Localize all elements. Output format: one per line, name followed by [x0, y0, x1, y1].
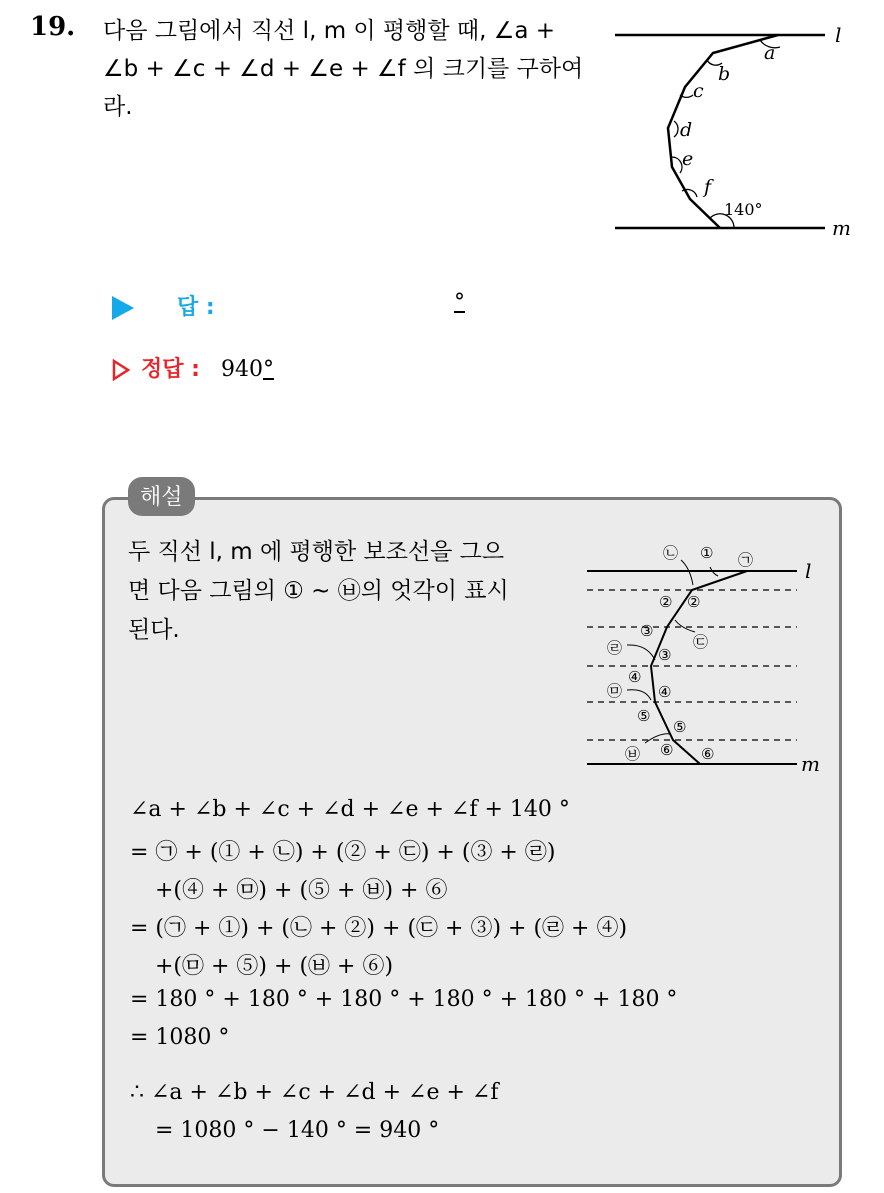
equation-line-3: +(④ + ㉤) + (⑤ + ㉥) + ⑥: [155, 878, 448, 903]
question-number: 19.: [30, 12, 76, 42]
correct-answer-label: 정답 :: [141, 357, 200, 382]
fig2-n5a: ⑤: [637, 707, 651, 725]
equation-line-1: ∠a + ∠b + ∠c + ∠d + ∠e + ∠f + 140 °: [130, 797, 570, 822]
conclusion-line-2: = 1080 ° − 140 ° = 940 °: [155, 1118, 440, 1143]
equation-line-2: = ㉠ + (① + ㉡) + (② + ㉢) + (③ + ㉣): [130, 840, 556, 865]
fig2-n5b: ⑤: [673, 718, 687, 736]
label-140: 140°: [724, 200, 763, 219]
fig2-k5: ㉤: [607, 682, 623, 700]
correct-answer-value: 940: [220, 357, 263, 382]
answer-arrow-icon: [112, 296, 134, 320]
answer-input[interactable]: [282, 290, 452, 318]
equation-line-4: = (㉠ + ①) + (㉡ + ②) + (㉢ + ③) + (㉣ + ④): [130, 916, 628, 941]
solution-line-2: 면 다음 그림의 ① ~ ㉥의 엇각이 표시: [128, 578, 509, 604]
question-line-2: ∠b + ∠c + ∠d + ∠e + ∠f 의 크기를 구하여라.: [103, 56, 584, 120]
solution-explanation: [128, 533, 558, 650]
fig2-k4: ㉣: [607, 639, 623, 657]
answer-label: 답 :: [177, 295, 215, 320]
fig2-n3a: ③: [640, 622, 654, 640]
aux-lines: [587, 590, 797, 740]
fig2-n6a: ⑥: [660, 741, 674, 759]
conclusion-line-1: ∴ ∠a + ∠b + ∠c + ∠d + ∠e + ∠f: [130, 1080, 499, 1105]
correct-answer-unit: °: [262, 357, 274, 382]
arc-d: [674, 121, 678, 137]
equation-line-5: +(㉤ + ⑤) + (㉥ + ⑥): [155, 954, 394, 979]
fig2-n6b: ⑥: [701, 745, 715, 763]
question-figure: [610, 15, 870, 245]
equation-line-6: = 180 ° + 180 ° + 180 ° + 180 ° + 180 ° + 180 °: [130, 987, 678, 1012]
answer-row: [112, 290, 512, 322]
correct-answer-row: [112, 352, 512, 384]
label-d: d: [680, 119, 693, 141]
answer-unit: °: [454, 290, 465, 315]
fig2-k1: ㉠: [738, 551, 754, 569]
fig2-n1: ①: [700, 544, 714, 562]
fig2-k6: ㉥: [625, 745, 641, 763]
equation-line-7: = 1080 °: [130, 1025, 230, 1050]
solution-figure: [585, 540, 830, 780]
fig2-k3: ㉢: [693, 633, 709, 651]
fig2-label-l: l: [805, 559, 812, 583]
label-a: a: [764, 42, 776, 64]
fig2-label-m: m: [801, 752, 820, 776]
fig2-n4b: ④: [658, 683, 672, 701]
label-e: e: [682, 148, 694, 170]
solution-line-1: 두 직선 l, m 에 평행한 보조선을 그으: [128, 539, 505, 565]
solution-line-3: 된다.: [128, 617, 180, 643]
fig2-n4a: ④: [628, 668, 642, 686]
fig2-n2b: ②: [687, 593, 701, 611]
label-b: b: [718, 63, 731, 85]
fig2-n2a: ②: [659, 593, 673, 611]
fig2-k2: ㉡: [663, 544, 679, 562]
label-l: l: [835, 23, 842, 47]
question-text: [103, 12, 593, 126]
solution-tag: 해설: [128, 477, 195, 516]
label-m: m: [832, 216, 851, 240]
fig2-n3b: ③: [658, 646, 672, 664]
label-c: c: [693, 80, 704, 102]
correct-arrow-icon: [112, 359, 130, 381]
question-line-1: 다음 그림에서 직선 l, m 이 평행할 때, ∠a +: [103, 18, 556, 44]
label-f: f: [704, 176, 712, 198]
